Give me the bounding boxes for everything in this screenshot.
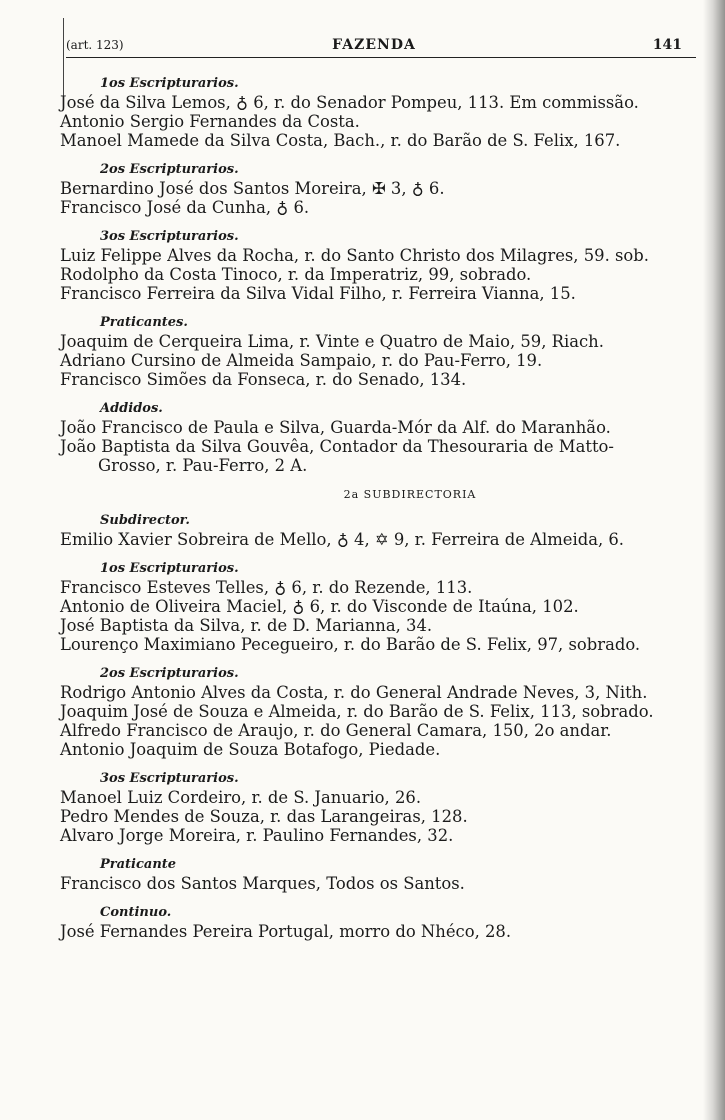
section-heading: Addidos.	[100, 401, 163, 416]
section-heading: Subdirector.	[100, 513, 190, 528]
text-line: Adriano Cursino de Almeida Sampaio, r. do Pau-Ferro, 19.	[60, 351, 543, 370]
running-header	[66, 34, 682, 56]
section-heading: Praticantes.	[100, 315, 188, 330]
text-line: Lourenço Maximiano Pecegueiro, r. do Barão de S. Felix, 97, sobrado.	[60, 635, 641, 654]
text-line: Manoel Mamede da Silva Costa, Bach., r. do Barão de S. Felix, 167.	[60, 131, 621, 150]
text-line: Antonio Joaquim de Souza Botafogo, Piedade.	[60, 740, 441, 759]
text-line: Manoel Luiz Cordeiro, r. de S. Januario, 26.	[60, 788, 422, 807]
section-heading: 1os Escripturarios.	[100, 561, 239, 576]
section-heading: Continuo.	[100, 905, 172, 920]
page-number: 141	[652, 37, 682, 53]
text-line: Francisco José da Cunha, ♁ 6.	[60, 198, 310, 217]
section-heading: Praticante	[100, 857, 177, 872]
section-heading: 2os Escripturarios.	[100, 666, 239, 681]
text-line: Antonio Sergio Fernandes da Costa.	[60, 112, 360, 131]
text-line: José Fernandes Pereira Portugal, morro do Nhéco, 28.	[60, 922, 512, 941]
text-line: Rodrigo Antonio Alves da Costa, r. do General Andrade Neves, 3, Nith.	[60, 683, 648, 702]
section-heading: 3os Escripturarios.	[100, 771, 239, 786]
text-line: Francisco Simões da Fonseca, r. do Senado, 134.	[60, 370, 467, 389]
document-body	[60, 74, 700, 941]
text-line: Joaquim José de Souza e Almeida, r. do Barão de S. Felix, 113, sobrado.	[60, 702, 654, 721]
text-line: Bernardino José dos Santos Moreira, ✠ 3, ♁ 6.	[60, 179, 445, 198]
text-line: Pedro Mendes de Souza, r. das Larangeiras, 128.	[60, 807, 468, 826]
header-divider	[66, 57, 696, 58]
section-heading: 1os Escripturarios.	[100, 76, 239, 91]
article-reference: (art. 123)	[66, 38, 124, 52]
text-line: Alfredo Francisco de Araujo, r. do General Camara, 150, 2o andar.	[60, 721, 612, 740]
text-line: José Baptista da Silva, r. de D. Marianna, 34.	[60, 616, 433, 635]
subdirectory-heading: 2a SUBDIRECTORIA	[343, 488, 477, 501]
text-line: Emilio Xavier Sobreira de Mello, ♁ 4, ✡ 9, r. Ferreira de Almeida, 6.	[60, 530, 625, 549]
text-line: João Francisco de Paula e Silva, Guarda-Mór da Alf. do Maranhão.	[60, 418, 611, 437]
text-line: Francisco dos Santos Marques, Todos os Santos.	[60, 874, 465, 893]
page-gutter-shadow	[703, 0, 725, 1120]
text-line: José da Silva Lemos, ♁ 6, r. do Senador Pompeu, 113. Em commissão.	[60, 93, 639, 112]
text-line: Antonio de Oliveira Maciel, ♁ 6, r. do Visconde de Itaúna, 102.	[60, 597, 579, 616]
section-title: FAZENDA	[332, 37, 416, 53]
text-line: Francisco Ferreira da Silva Vidal Filho, r. Ferreira Vianna, 15.	[60, 284, 576, 303]
text-line: João Baptista da Silva Gouvêa, Contador da Thesouraria de Matto-	[60, 437, 614, 456]
text-line: Rodolpho da Costa Tinoco, r. da Imperatriz, 99, sobrado.	[60, 265, 532, 284]
text-line-continuation: Grosso, r. Pau-Ferro, 2 A.	[98, 456, 308, 475]
text-line: Francisco Esteves Telles, ♁ 6, r. do Rezende, 113.	[60, 578, 473, 597]
section-heading: 3os Escripturarios.	[100, 229, 239, 244]
text-line: Joaquim de Cerqueira Lima, r. Vinte e Quatro de Maio, 59, Riach.	[60, 332, 604, 351]
section-heading: 2os Escripturarios.	[100, 162, 239, 177]
text-line: Alvaro Jorge Moreira, r. Paulino Fernandes, 32.	[60, 826, 454, 845]
text-line: Luiz Felippe Alves da Rocha, r. do Santo Christo dos Milagres, 59. sob.	[60, 246, 649, 265]
